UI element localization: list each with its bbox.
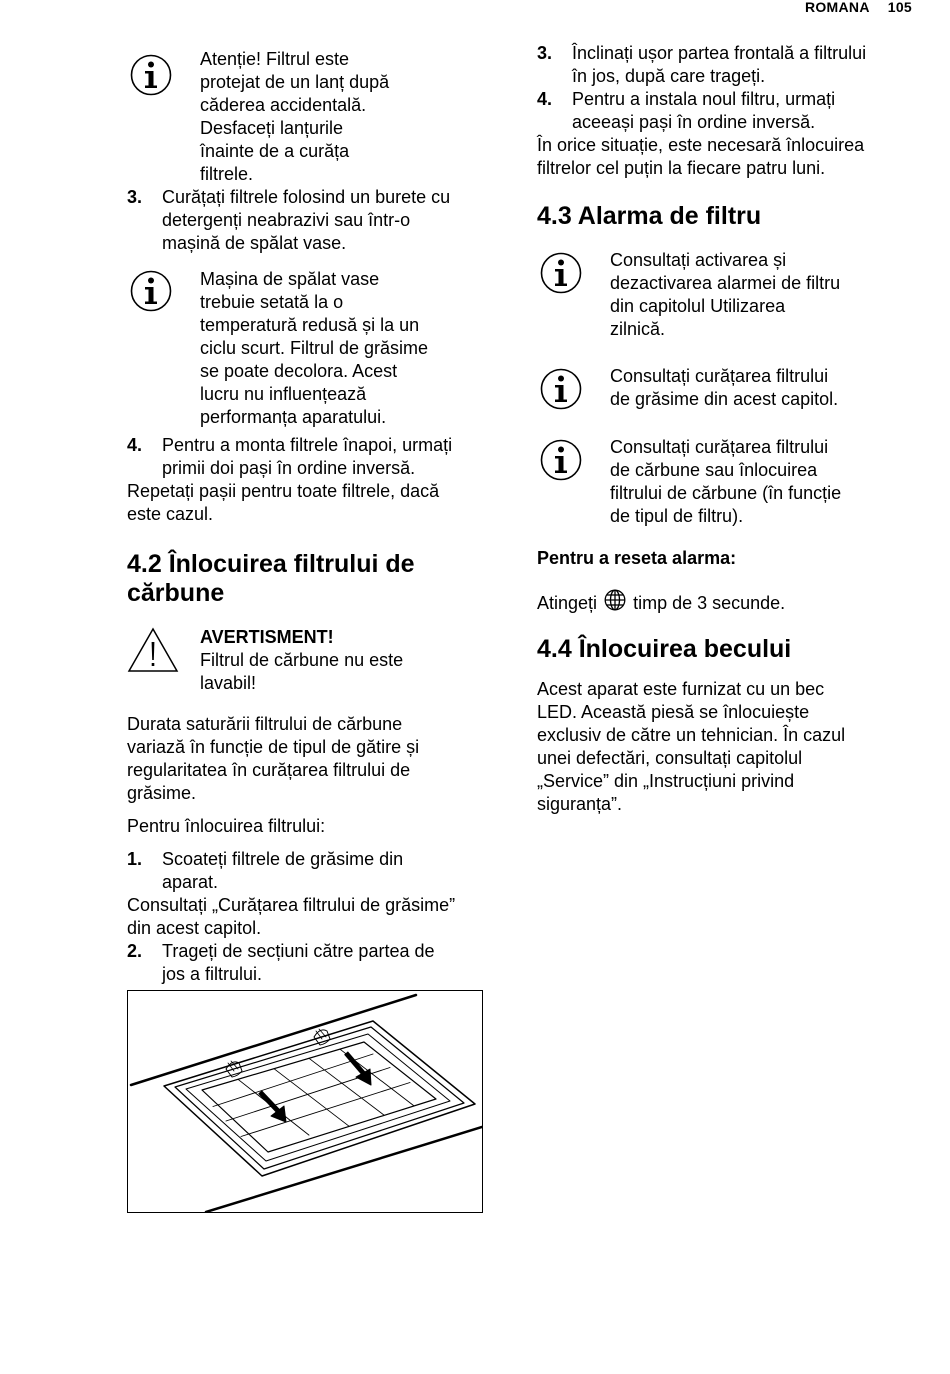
info-icon: [130, 54, 172, 96]
note-line: lucru nu influențează: [200, 384, 367, 404]
step-3-tilt: [537, 42, 915, 88]
warning-line: lavabil!: [200, 673, 257, 693]
info-note-alarm-activation: [537, 249, 915, 341]
note-line: performanța aparatului.: [200, 407, 387, 427]
note-line: înainte de a curăța: [200, 141, 350, 161]
note-line: Consultați curățarea filtrului: [610, 366, 829, 386]
step-number: 4.: [537, 89, 553, 109]
right-column: [537, 42, 915, 816]
left-column: [127, 46, 505, 1213]
warning-note: [127, 626, 505, 695]
paragraph-bulb: [537, 678, 915, 816]
step-line: primii doi pași în ordine inversă.: [162, 458, 416, 478]
note-line: de grăsime din acest capitol.: [610, 389, 839, 409]
step-line: Trageți de secțiuni către partea de: [162, 941, 435, 961]
step-line: detergenți neabrazivi sau într-o: [162, 210, 411, 230]
info-note-chain: [127, 48, 505, 186]
info-icon: [540, 368, 582, 410]
paragraph-line: „Service” din „Instrucțiuni privind: [537, 771, 795, 791]
step-4-reinstall: [127, 434, 505, 480]
step-2-pull: [127, 940, 505, 986]
step-number: 3.: [127, 187, 143, 207]
reset-alarm-heading: Pentru a reseta alarma:: [537, 548, 737, 568]
note-line: zilnică.: [610, 319, 666, 339]
consult-line: Consultați „Curățarea filtrului de grăsime”: [127, 895, 456, 915]
step-line: mașină de spălat vase.: [162, 233, 347, 253]
step-line: jos a filtrului.: [162, 964, 263, 984]
note-line: temperatură redusă și la un: [200, 315, 420, 335]
paragraph-line: exclusiv de către un tehnician. În cazul: [537, 725, 846, 745]
note-line: Desfaceți lanțurile: [200, 118, 344, 138]
step-1-remove: [127, 848, 505, 894]
section-heading-4-2: 4.2 Înlocuirea filtrului de cărbune: [127, 550, 415, 607]
warning-line: Filtrul de cărbune nu este: [200, 650, 404, 670]
note-line: de cărbune sau înlocuirea: [610, 460, 818, 480]
note-line: Consultați curățarea filtrului: [610, 437, 829, 457]
step-number: 1.: [127, 849, 143, 869]
note-line: Atenție! Filtrul este: [200, 49, 350, 69]
note-line: filtrului de cărbune (în funcție: [610, 483, 842, 503]
note-line: Mașina de spălat vase: [200, 269, 380, 289]
repeat-line: Repetați pașii pentru toate filtrele, dacă: [127, 481, 440, 501]
warning-triangle-icon: [127, 627, 179, 673]
section-heading-4-4: 4.4 Înlocuirea becului: [537, 635, 792, 663]
filter-illustration: [127, 990, 483, 1213]
paragraph-line: grăsime.: [127, 783, 197, 803]
note-line: de tipul de filtru).: [610, 506, 744, 526]
paragraph-line: LED. Această piesă se înlocuiește: [537, 702, 810, 722]
reset-alarm-instruction: Atingeți timp de 3 secunde.: [537, 589, 915, 615]
info-note-dishwasher: [127, 268, 505, 429]
step-line: aparat.: [162, 872, 219, 892]
note-line: din capitolul Utilizarea: [610, 296, 786, 316]
step-3-clean-filters: [127, 186, 505, 255]
header-language: ROMANA: [804, 0, 870, 15]
info-icon: [130, 270, 172, 312]
section-heading-4-3: 4.3 Alarma de filtru: [537, 202, 762, 230]
note-line: filtrele.: [200, 164, 254, 184]
paragraph-line: Durata saturării filtrului de cărbune: [127, 714, 403, 734]
note-line: trebuie setată la o: [200, 292, 344, 312]
note-line: ciclu scurt. Filtrul de grăsime: [200, 338, 429, 358]
step-line: Curățați filtrele folosind un burete cu: [162, 187, 451, 207]
note-line: se poate decolora. Acest: [200, 361, 398, 381]
note-line: căderea accidentală.: [200, 95, 367, 115]
note-line: protejat de un lanț după: [200, 72, 390, 92]
step-line: Pentru a instala noul filtru, urmați: [572, 89, 836, 109]
step-line: aceeași pași în ordine inversă.: [572, 112, 816, 132]
warning-title: AVERTISMENT!: [200, 627, 334, 647]
note-line: dezactivarea alarmei de filtru: [610, 273, 841, 293]
step-line: Scoateți filtrele de grăsime din: [162, 849, 404, 869]
paragraph-line: unei defectări, consultați capitolul: [537, 748, 803, 768]
replacement-note-line: filtrelor cel puțin la fiecare patru luni.: [537, 158, 826, 178]
step-number: 2.: [127, 941, 143, 961]
step-4-install: [537, 88, 915, 134]
page-header: [805, 0, 912, 14]
info-note-grease-filter: [537, 365, 915, 411]
step-line: Înclinați ușor partea frontală a filtrului: [572, 43, 867, 63]
info-icon: [540, 252, 582, 294]
paragraph-line: variază în funcție de tipul de gătire și: [127, 737, 420, 757]
paragraph-line: regularitatea în curățarea filtrului de: [127, 760, 411, 780]
step-line: în jos, după care trageți.: [572, 66, 766, 86]
note-line: Consultați activarea și: [610, 250, 787, 270]
paragraph-saturation: [127, 713, 505, 805]
consult-line: din acest capitol.: [127, 918, 262, 938]
step-number: 3.: [537, 43, 553, 63]
repeat-line: este cazul.: [127, 504, 214, 524]
paragraph-line: Acest aparat este furnizat cu un bec: [537, 679, 825, 699]
filter-alarm-icon: [604, 589, 626, 611]
step-line: Pentru a monta filtrele înapoi, urmați: [162, 435, 453, 455]
paragraph-line: siguranța”.: [537, 794, 623, 814]
info-icon: [540, 439, 582, 481]
header-page-number: 105: [887, 0, 912, 15]
replacement-note-line: În orice situație, este necesară înlocuirea: [537, 135, 865, 155]
paragraph-replace-intro: Pentru înlocuirea filtrului:: [127, 816, 326, 836]
step-number: 4.: [127, 435, 143, 455]
info-note-charcoal-filter: [537, 436, 915, 528]
